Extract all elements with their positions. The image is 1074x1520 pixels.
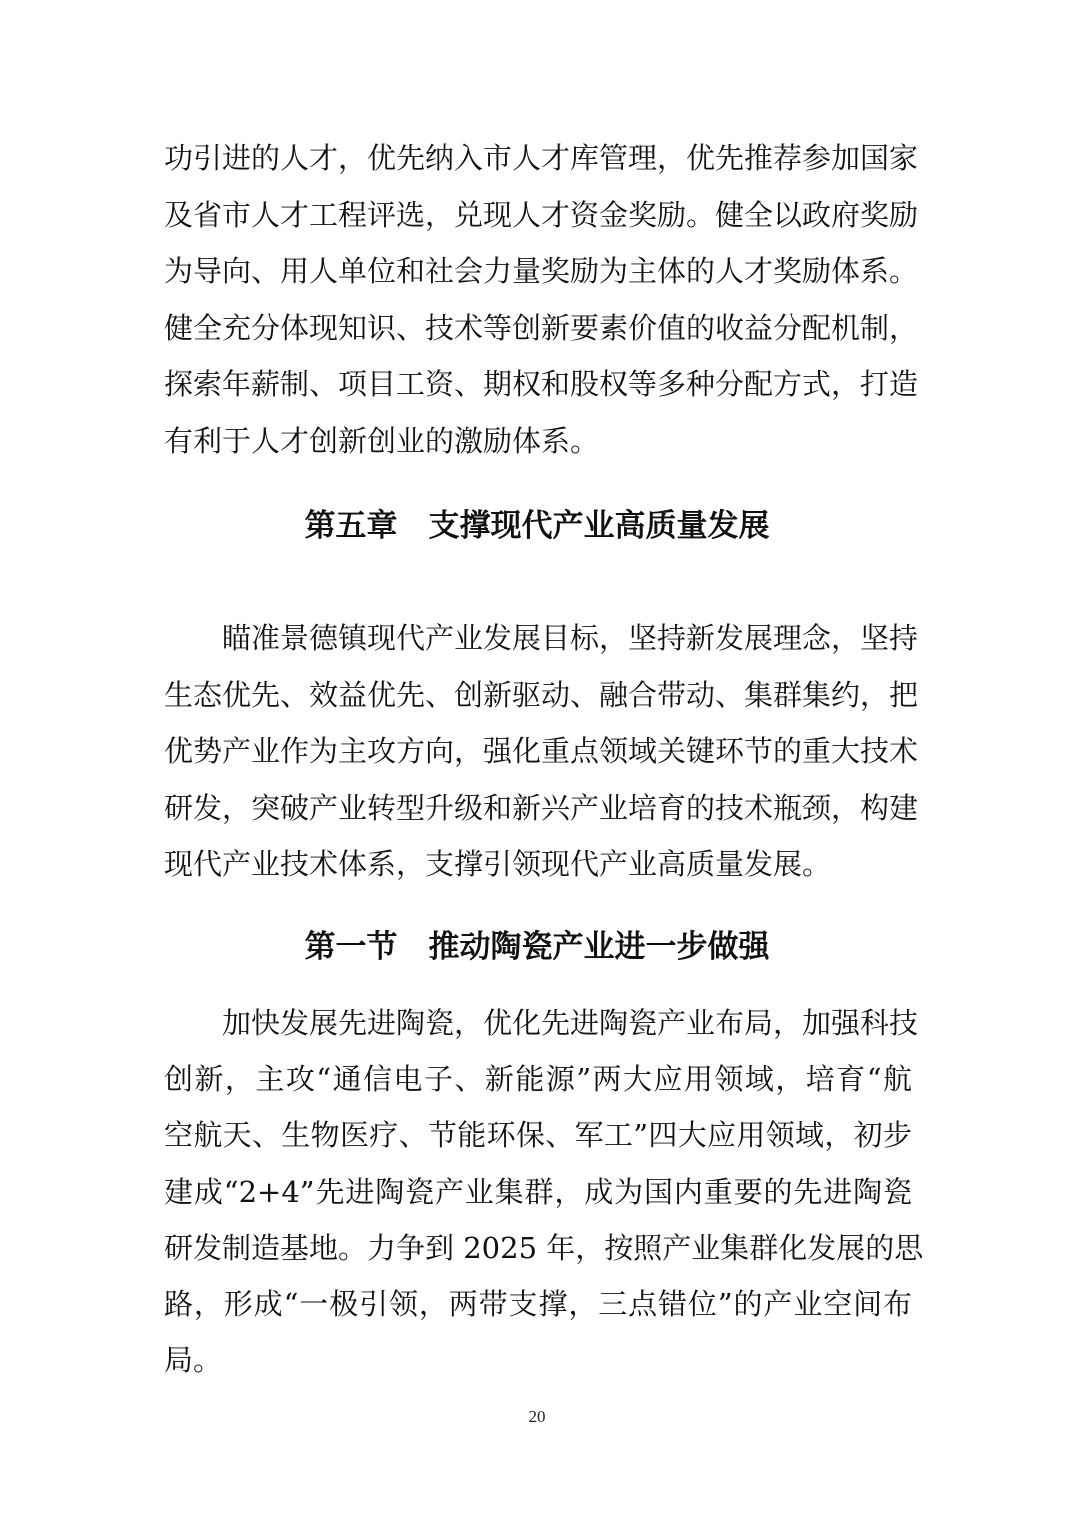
paragraph-line: 建成“2+4”先进陶瓷产业集群，成为国内重要的先进陶瓷 xyxy=(164,1175,912,1209)
paragraph-line: 生态优先、效益优先、创新驱动、融合带动、集群集约，把 xyxy=(164,678,919,712)
section-heading: 第一节 推动陶瓷产业进一步做强 xyxy=(304,929,770,965)
paragraph-line: 空航天、生物医疗、节能环保、军工”四大应用领域，初步 xyxy=(164,1118,912,1152)
chapter-heading: 第五章 支撑现代产业高质量发展 xyxy=(304,508,770,544)
paragraph-line: 现代产业技术体系，支撑引领现代产业高质量发展。 xyxy=(164,847,832,881)
paragraph-line: 为导向、用人单位和社会力量奖励为主体的人才奖励体系。 xyxy=(164,254,919,288)
page-number: 20 xyxy=(528,1407,546,1426)
paragraph-line: 局。 xyxy=(164,1343,223,1377)
paragraph-line: 研发制造基地。力争到 2025 年，按照产业集群化发展的思 xyxy=(164,1231,924,1265)
paragraph-line: 瞄准景德镇现代产业发展目标，坚持新发展理念，坚持 xyxy=(222,621,919,655)
paragraph-line: 探索年薪制、项目工资、期权和股权等多种分配方式，打造 xyxy=(164,367,919,401)
paragraph-line: 加快发展先进陶瓷，优化先进陶瓷产业布局，加强科技 xyxy=(222,1006,919,1040)
paragraph-line: 有利于人才创新创业的激励体系。 xyxy=(164,424,600,458)
paragraph-line: 功引进的人才，优先纳入市人才库管理，优先推荐参加国家 xyxy=(164,141,919,175)
paragraph-line: 优势产业作为主攻方向，强化重点领域关键环节的重大技术 xyxy=(164,734,919,768)
paragraph-line: 路，形成“一极引领，两带支撑，三点错位”的产业空间布 xyxy=(164,1287,912,1321)
paragraph-line: 创新，主攻“通信电子、新能源”两大应用领域，培育“航 xyxy=(164,1062,912,1096)
paragraph-line: 健全充分体现知识、技术等创新要素价值的收益分配机制， xyxy=(164,311,919,345)
paragraph-line: 及省市人才工程评选，兑现人才资金奖励。健全以政府奖励 xyxy=(164,198,919,232)
paragraph-line: 研发，突破产业转型升级和新兴产业培育的技术瓶颈，构建 xyxy=(164,791,919,825)
